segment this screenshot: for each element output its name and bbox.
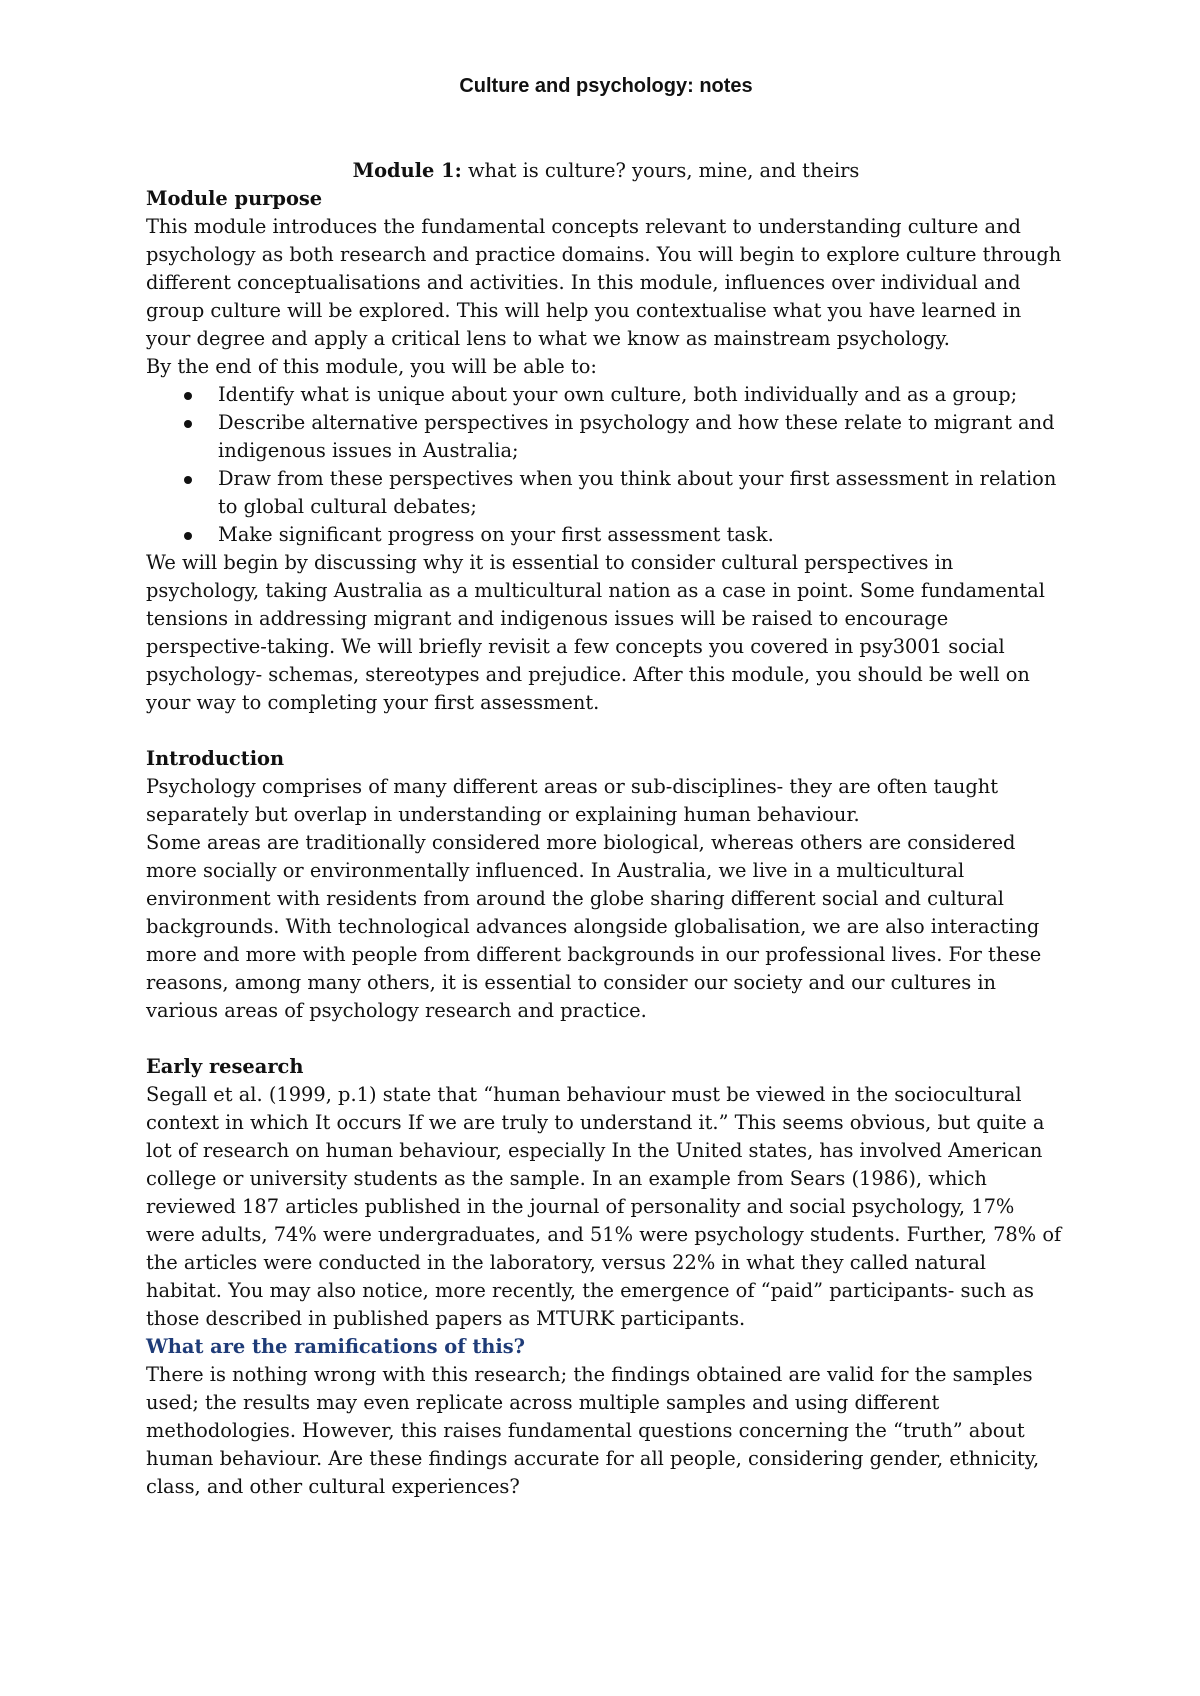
bullet-icon: [184, 392, 192, 400]
objectives-lead-in: By the end of this module, you will be able to:: [146, 355, 597, 378]
objective-text: Describe alternative perspectives in psychology and how these relate to migrant and indigenous issues in Australia;: [218, 411, 1055, 462]
early-research-paragraph: Segall et al. (1999, p.1) state that “human behaviour must be viewed in the sociocultural context in which It occurs If we are truly to understand it.” This seems obvious, but quite a lot of research on human behaviour, especially In the United states, has involved American college or university students as the sample. In an example from Sears (1986), which reviewed 187 articles published in the journal of personality and social psychology, 17% were adults, 74% were undergraduates, and 51% were psychology students. Further, 78% of the articles were conducted in the laboratory, versus 22% in what they called natural habitat. You may also notice, more recently, the emergence of “paid” participants- such as those described in published papers as MTURK participants.: [146, 1083, 1062, 1330]
bullet-icon: [184, 420, 192, 428]
objective-text: Draw from these perspectives when you think about your first assessment in relation to global cultural debates;: [218, 467, 1057, 518]
module-label: Module 1:: [352, 159, 462, 182]
module-purpose-heading: Module purpose: [146, 187, 323, 210]
bullet-icon: [184, 532, 192, 540]
early-research-heading: Early research: [146, 1055, 304, 1078]
objective-text: Make significant progress on your first assessment task.: [218, 523, 774, 546]
module-purpose-closing: We will begin by discussing why it is essential to consider cultural perspectives in psychology, taking Australia as a multicultural nation as a case in point. Some fundamental tensions in addressing migrant and indigenous issues will be raised to encourage perspective-taking. We will briefly revisit a few concepts you covered in psy3001 social psychology- schemas, stereotypes and prejudice. After this module, you should be well on your way to completing your first assessment.: [146, 551, 1045, 714]
module-line: [146, 157, 1066, 185]
objective-item: [146, 521, 1066, 549]
introduction-paragraph: Psychology comprises of many different areas or sub-disciplines- they are often taught separately but overlap in understanding or explaining human behaviour.: [146, 775, 999, 826]
spacer: [146, 1025, 1066, 1053]
ramifications-paragraph: There is nothing wrong with this research; the findings obtained are valid for the samples used; the results may even replicate across multiple samples and using different methodologies. However, this raises fundamental questions concerning the “truth” about human behaviour. Are these findings accurate for all people, considering gender, ethnicity, class, and other cultural experiences?: [146, 1363, 1040, 1498]
objective-item: [146, 381, 1066, 409]
module-subtitle: what is culture? yours, mine, and theirs: [461, 159, 860, 182]
introduction-paragraph: Some areas are traditionally considered more biological, whereas others are considered more socially or environmentally influenced. In Australia, we live in a multicultural environment with residents from around the globe sharing different social and cultural backgrounds. With technological advances alongside globalisation, we are also interacting more and more with people from different backgrounds in our professional lives. For these reasons, among many others, it is essential to consider our society and our cultures in various areas of psychology research and practice.: [146, 831, 1042, 1022]
objective-text: Identify what is unique about your own culture, both individually and as a group;: [218, 383, 1018, 406]
document-title: Culture and psychology: notes: [459, 75, 753, 97]
objectives-list: [146, 381, 1066, 549]
spacer: [146, 717, 1066, 745]
module-purpose-intro: This module introduces the fundamental concepts relevant to understanding culture and psychology as both research and practice domains. You will begin to explore culture through different conceptualisations and activities. In this module, influences over individual and group culture will be explored. This will help you contextualise what you have learned in your degree and apply a critical lens to what we know as mainstream psychology.: [146, 215, 1062, 350]
objective-item: [146, 465, 1066, 521]
objective-item: [146, 409, 1066, 465]
introduction-heading: Introduction: [146, 747, 285, 770]
ramifications-heading: What are the ramifications of this?: [146, 1335, 526, 1358]
document-page: [146, 72, 1066, 1501]
bullet-icon: [184, 476, 192, 484]
